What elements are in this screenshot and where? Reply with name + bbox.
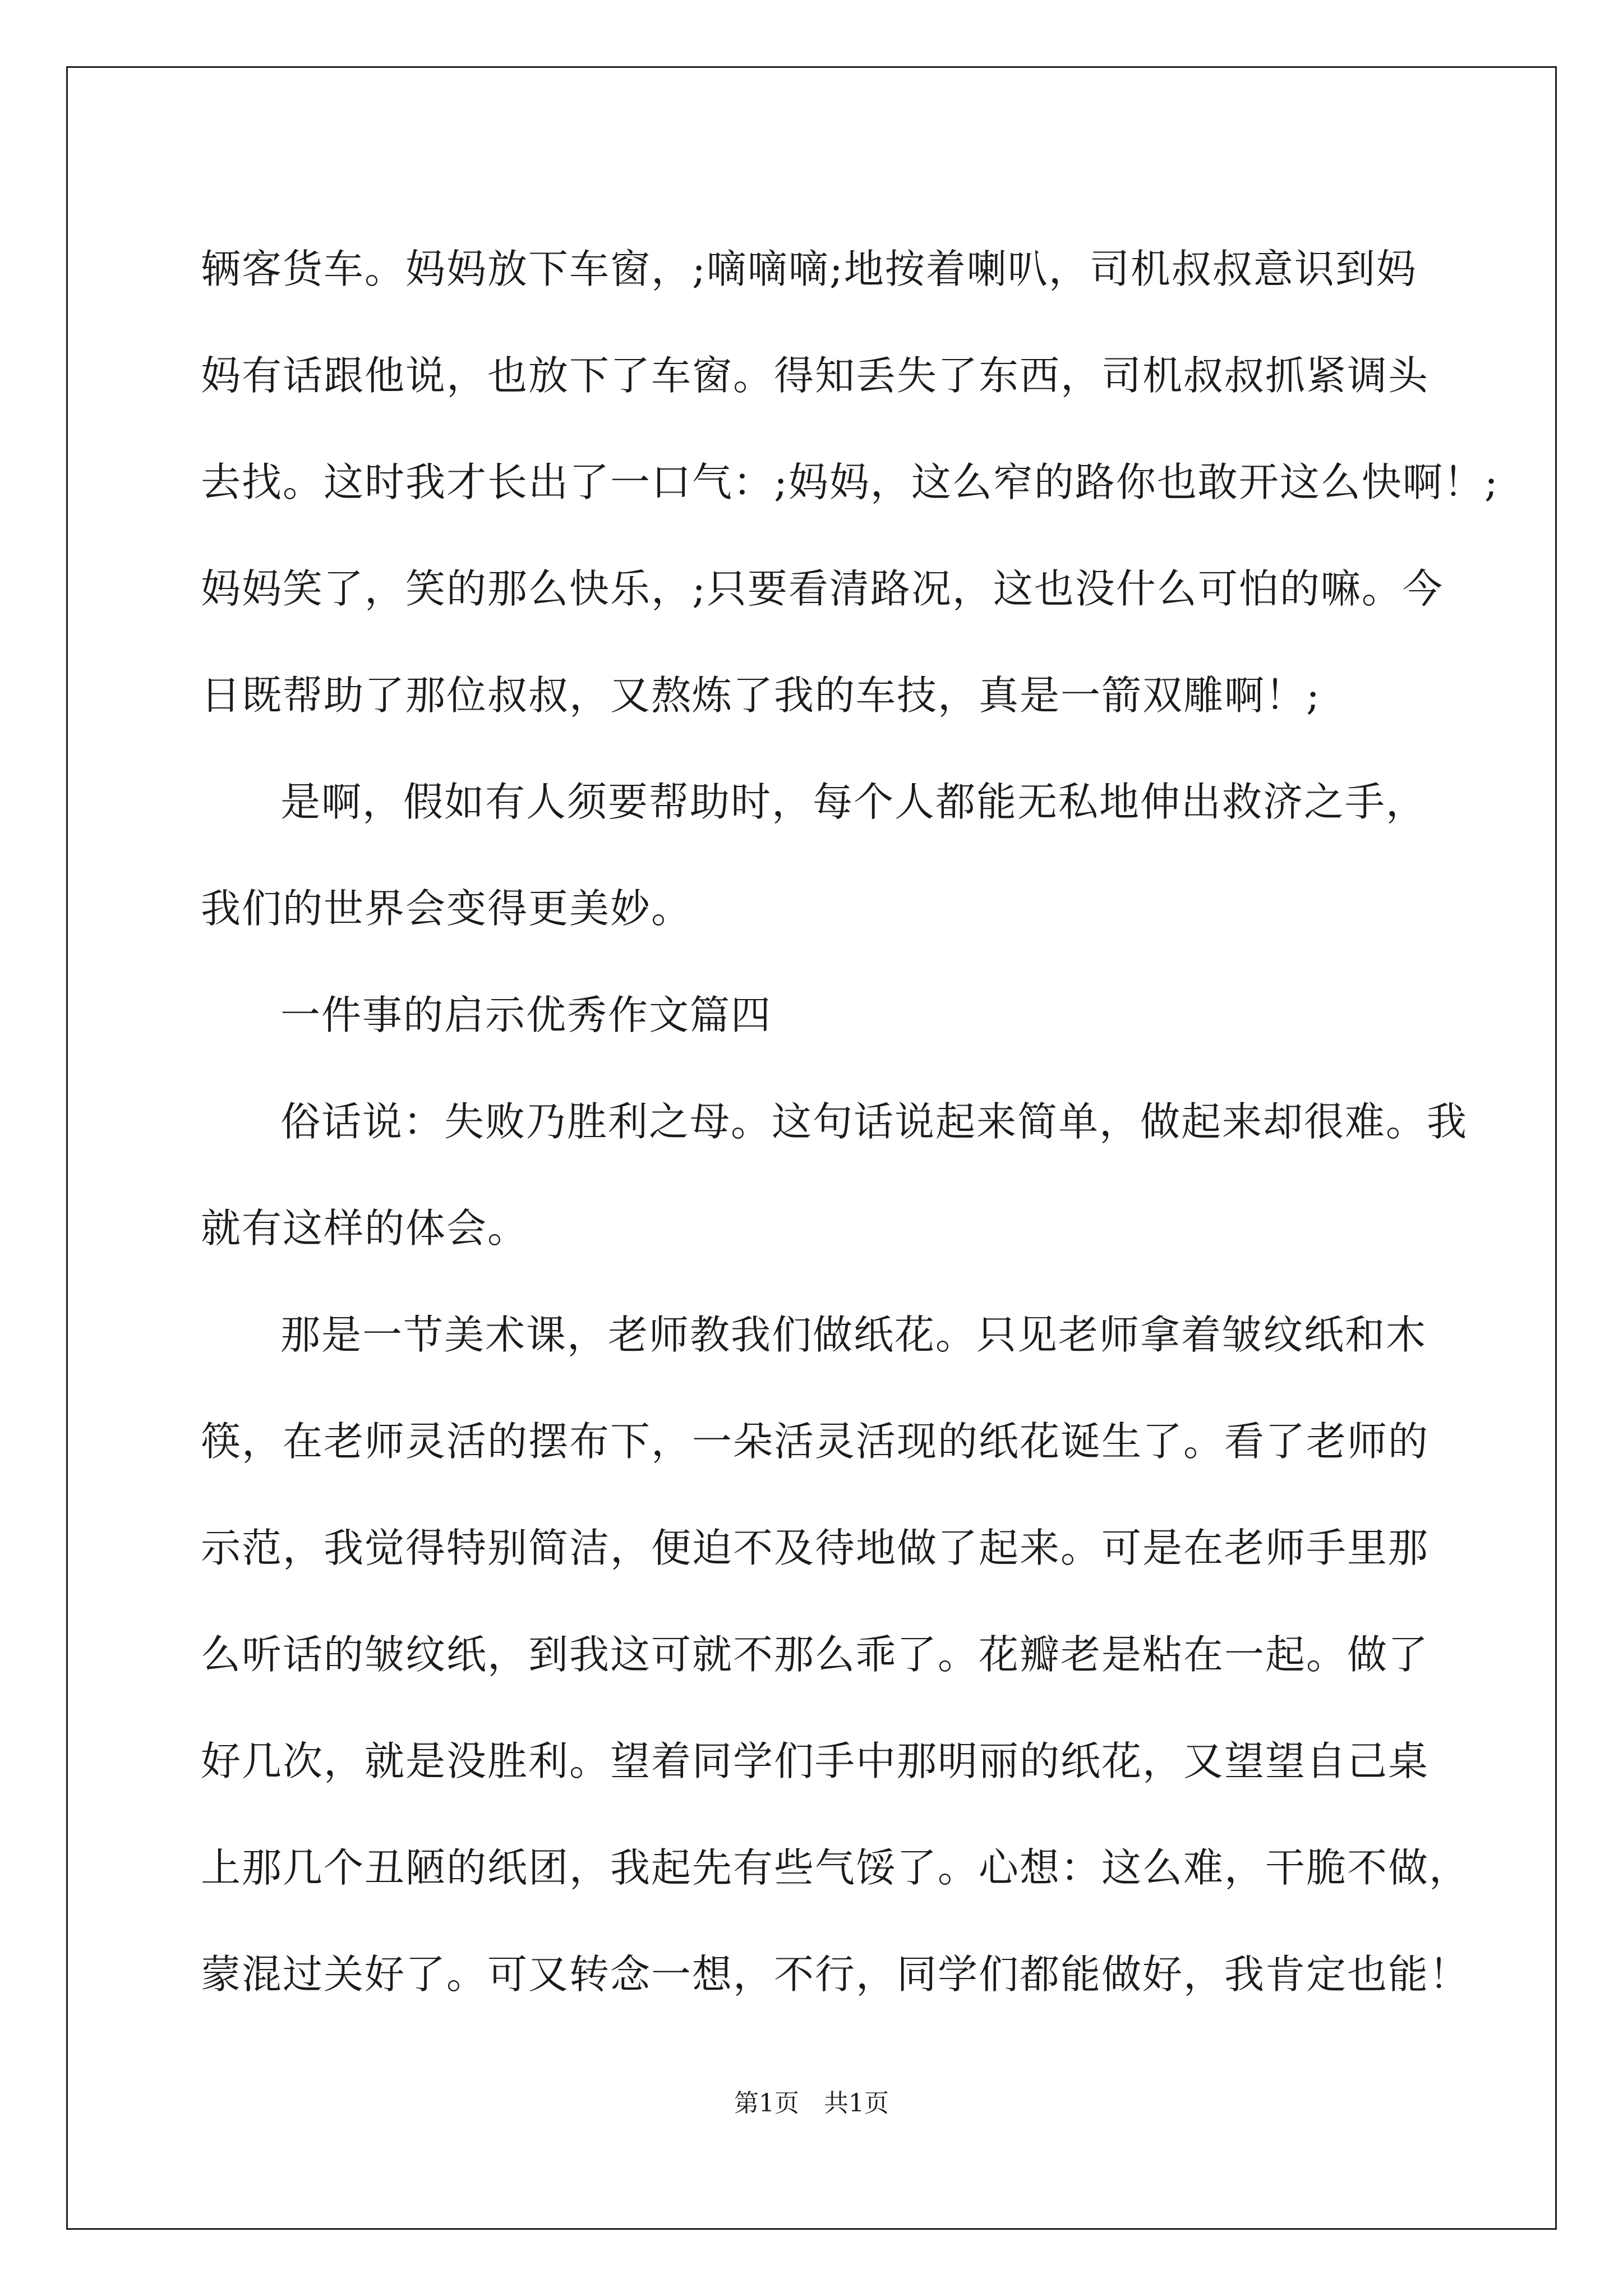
document-body bbox=[201, 216, 1499, 2028]
text-line: 妈有话跟他说，也放下了车窗。得知丢失了东西，司机叔叔抓紧调头 bbox=[201, 352, 1430, 399]
text-line: 俗话说：失败乃胜利之母。这句话说起来简单，做起来却很难。我 bbox=[280, 1098, 1468, 1145]
text-line: 筷，在老师灵活的摆布下，一朵活灵活现的纸花诞生了。看了老师的 bbox=[201, 1418, 1430, 1465]
page-number-footer: 第1页 共1页 bbox=[734, 2089, 889, 2118]
text-line: 那是一节美术课，老师教我们做纸花。只见老师拿着皱纹纸和木 bbox=[280, 1312, 1427, 1358]
text-line: 上那几个丑陋的纸团，我起先有些气馁了。心想：这么难，干脆不做， bbox=[201, 1844, 1470, 1891]
text-line: 我们的世界会变得更美妙。 bbox=[201, 885, 693, 932]
text-line: 妈妈笑了，笑的那么快乐，;只要看清路况，这也没什么可怕的嘛。今 bbox=[201, 565, 1444, 612]
text-line: 就有这样的体会。 bbox=[201, 1205, 529, 1251]
text-line: 日既帮助了那位叔叔，又熬炼了我的车技，真是一箭双雕啊！; bbox=[201, 672, 1321, 719]
text-line: 蒙混过关好了。可又转念一想，不行，同学们都能做好，我肯定也能！ bbox=[201, 1951, 1470, 1998]
text-line: 么听话的皱纹纸，到我这可就不那么乖了。花瓣老是粘在一起。做了 bbox=[201, 1631, 1430, 1678]
text-line: 辆客货车。妈妈放下车窗，;嘀嘀嘀;地按着喇叭，司机叔叔意识到妈 bbox=[201, 246, 1417, 292]
section-heading: 一件事的启示优秀作文篇四 bbox=[280, 992, 772, 1038]
text-line: 去找。这时我才长出了一口气：;妈妈，这么窄的路你也敢开这么快啊！; bbox=[201, 459, 1499, 505]
text-line: 示范，我觉得特别简洁，便迫不及待地做了起来。可是在老师手里那 bbox=[201, 1525, 1430, 1571]
text-line: 好几次，就是没胜利。望着同学们手中那明丽的纸花，又望望自己桌 bbox=[201, 1738, 1430, 1784]
text-line: 是啊，假如有人须要帮助时，每个人都能无私地伸出救济之手， bbox=[280, 779, 1427, 825]
